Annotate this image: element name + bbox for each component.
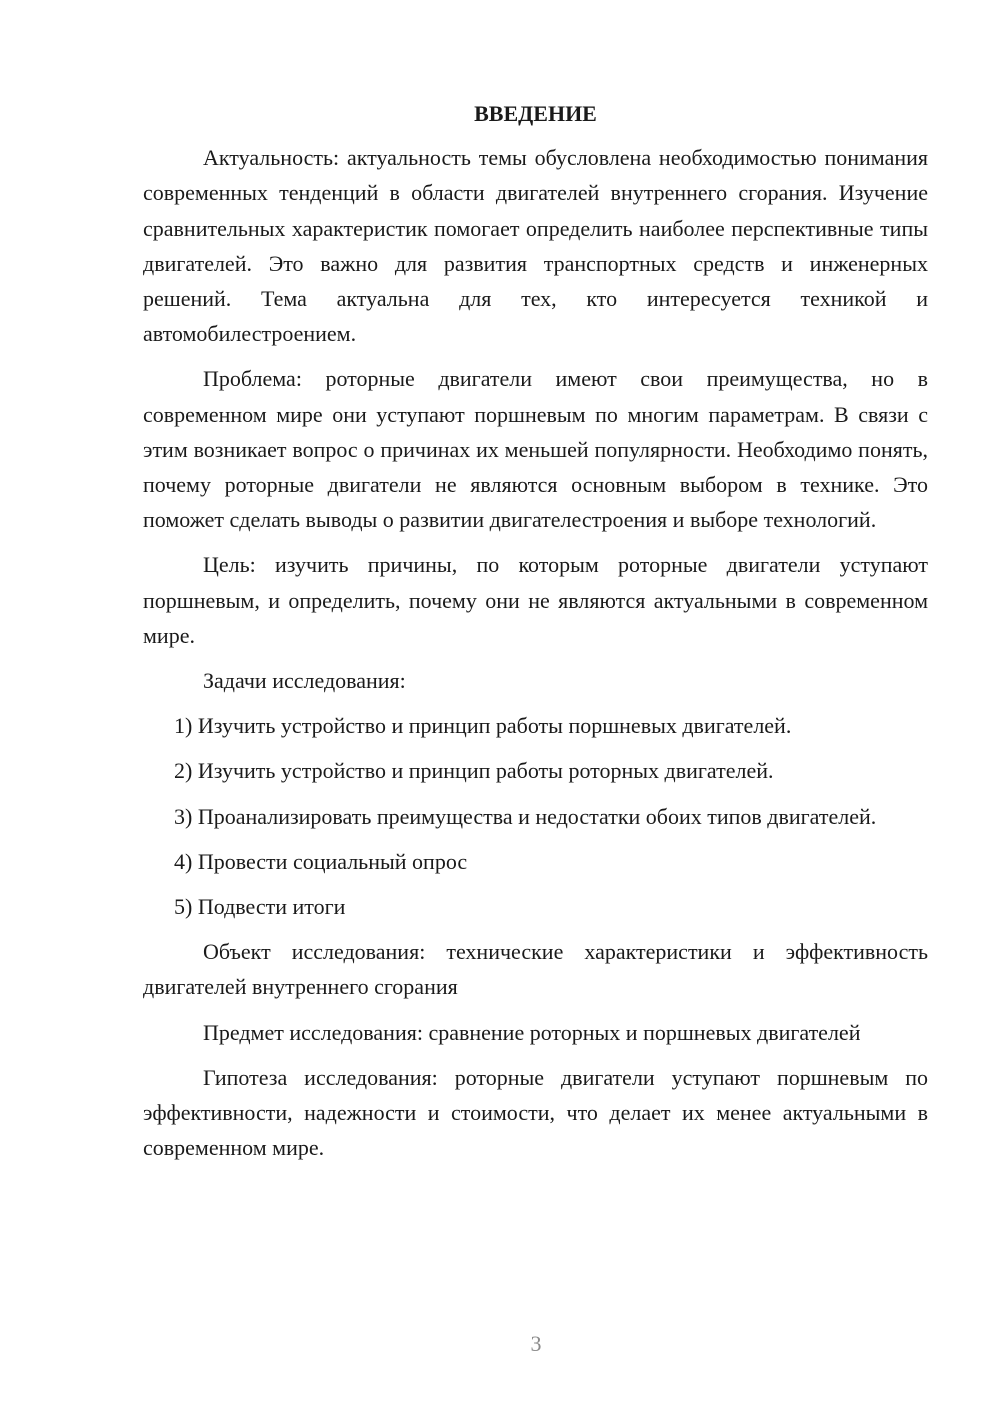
problem-paragraph: Проблема: роторные двигатели имеют свои преимущества, но в современном мире они уступают поршневым по многим параметрам. В связи с этим возникает вопрос о причинах их меньшей популярности. Необходимо понять, почему роторные двигатели не являются основным выбором в технике. Это поможет сделать выводы о развитии двигателестроения и выборе технологий. (143, 366, 928, 533)
page-title: ВВЕДЕНИЕ (474, 101, 597, 126)
relevance-paragraph: Актуальность: актуальность темы обусловлена необходимостью понимания современных тенденций в области двигателей внутреннего сгорания. Изучение сравнительных характеристик помогает определить наиболее перспективные типы двигателей. Это важно для развития транспортных средств и инженерных решений. Тема актуальна для тех, кто интересуется техникой и автомобилестроением. (143, 145, 928, 347)
object-paragraph: Объект исследования: технические характеристики и эффективность двигателей внутреннего сгорания (143, 939, 928, 1000)
task-item-4: 4) Провести социальный опрос (174, 848, 468, 874)
document-body (143, 96, 928, 1175)
hypothesis-paragraph: Гипотеза исследования: роторные двигатели уступают поршневым по эффективности, надежности и стоимости, что делает их менее актуальными в современном мире. (143, 1064, 928, 1161)
task-item-3: 3) Проанализировать преимущества и недостатки обоих типов двигателей. (174, 803, 877, 829)
goal-paragraph: Цель: изучить причины, по которым роторные двигатели уступают поршневым, и определить, почему они не являются актуальными в современном мире. (143, 552, 928, 648)
task-item-1: 1) Изучить устройство и принцип работы поршневых двигателей. (174, 713, 792, 739)
task-item-5: 5) Подвести итоги (174, 894, 346, 920)
subject-paragraph: Предмет исследования: сравнение роторных и поршневых двигателей (203, 1019, 861, 1045)
page-number: 3 (530, 1331, 542, 1356)
task-item-2: 2) Изучить устройство и принцип работы роторных двигателей. (174, 758, 774, 784)
tasks-heading: Задачи исследования: (203, 668, 406, 694)
